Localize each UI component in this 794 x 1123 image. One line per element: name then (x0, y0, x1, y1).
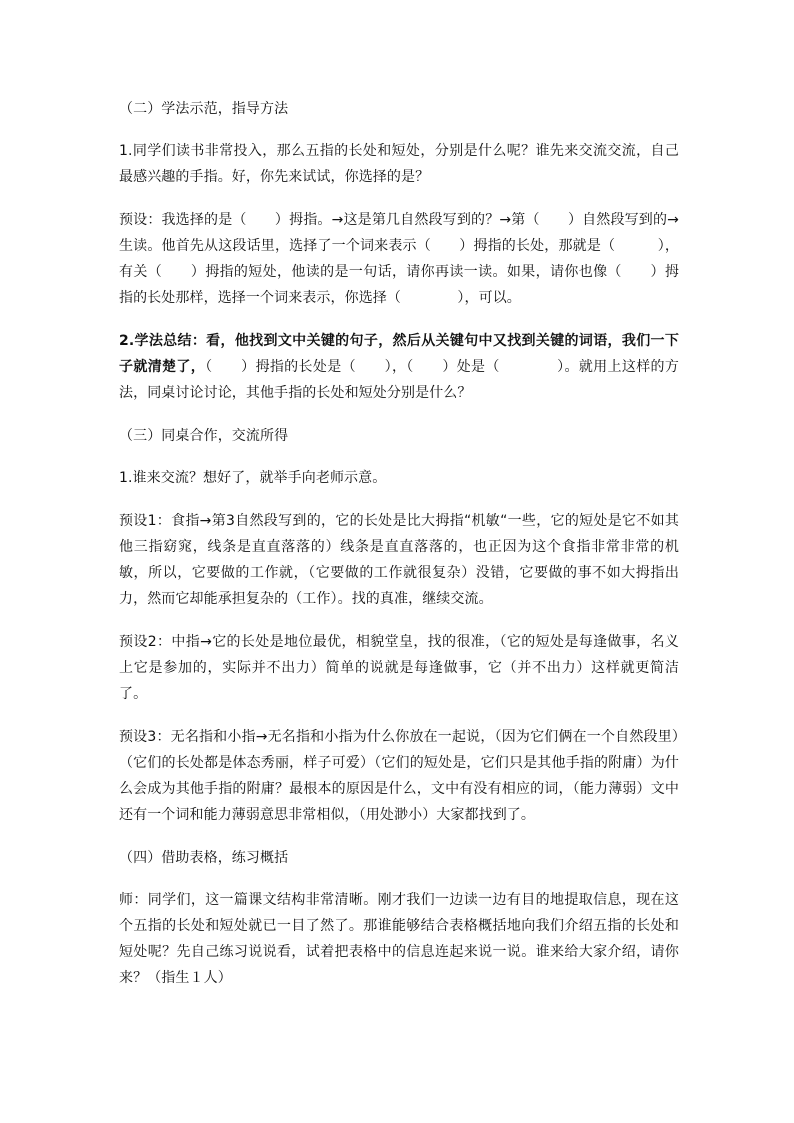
section-heading-4: （四）借助表格，练习概括 (119, 850, 289, 866)
paragraph-method-summary (119, 328, 679, 406)
paragraph-preset-1: 预设1：食指→第3自然段写到的，它的长处是比大拇指“机敏“一些，它的短处是它不如其他三指窈窕，线条是直直落落的）线条是直直落落的，也正因为这个食指非常非常的机敏，所以，它要做的工作就，（它要做的工作就很复杂）没错，它要做的事不如大拇指出力，然而它却能承担复杂的（工作）。找的真准，继续交流。 (119, 513, 679, 607)
paragraph-question: 1.同学们读书非常投入，那么五指的长处和短处，分别是什么呢？谁先来交流交流，自己最感兴趣的手指。好，你先来试试，你选择的是？ (119, 143, 679, 185)
paragraph-preset-thumb: 预设：我选择的是（ ）拇指。→这是第几自然段写到的？→第（ ）自然段写到的→生读。他首先从这段话里，选择了一个词来表示（ ）拇指的长处，那就是（ ），有关（ ）拇指的短处，他读的是一句话，请你再读一读。如果，请你也像（ ）拇指的长处那样，选择一个词来表示，你选择（ ），可以。 (119, 212, 679, 306)
paragraph-preset-2: 预设2：中指→它的长处是地位最优，相貌堂皇，找的很准，（它的短处是每逢做事，名义上它是参加的，实际并不出力）简单的说就是每逢做事，它（并不出力）这样就更简洁了。 (119, 634, 679, 702)
document-page (119, 96, 679, 1008)
paragraph-preset-3: 预设3：无名指和小指→无名指和小指为什么你放在一起说，（因为它们俩在一个自然段里）（它们的长处都是体态秀丽，样子可爱）（它们的短处是，它们只是其他手指的附庸）为什么会成为其他手指的附庸？最根本的原因是什么，文中有没有相应的词，（能力薄弱）文中还有一个词和能力薄弱意思非常相似，（用处渺小）大家都找到了。 (119, 729, 679, 823)
method-summary-bold: 2.学法总结：看，他找到文中关键的句子，然后从关键句中又找到关键的词语，我们一下子就清楚了， (119, 333, 679, 375)
method-summary-rest: （ ）拇指的长处是（ ），（ ）处是（ ）。就用上这样的方法，同桌讨论讨论，其他手指的长处和短处分别是什么？ (119, 359, 679, 401)
paragraph-teacher: 师：同学们，这一篇课文结构非常清晰。刚才我们一边读一边有目的地提取信息，现在这个五指的长处和短处就已一目了然了。那谁能够结合表格概括地向我们介绍五指的长处和短处呢？先自己练习说说看，试着把表格中的信息连起来说一说。谁来给大家介绍，请你来？（指生１人） (119, 892, 679, 986)
paragraph-exchange: 1.谁来交流？想好了，就举手向老师示意。 (119, 470, 387, 486)
section-heading-2: （二）学法示范，指导方法 (119, 101, 289, 117)
section-heading-3: （三）同桌合作，交流所得 (119, 428, 289, 444)
